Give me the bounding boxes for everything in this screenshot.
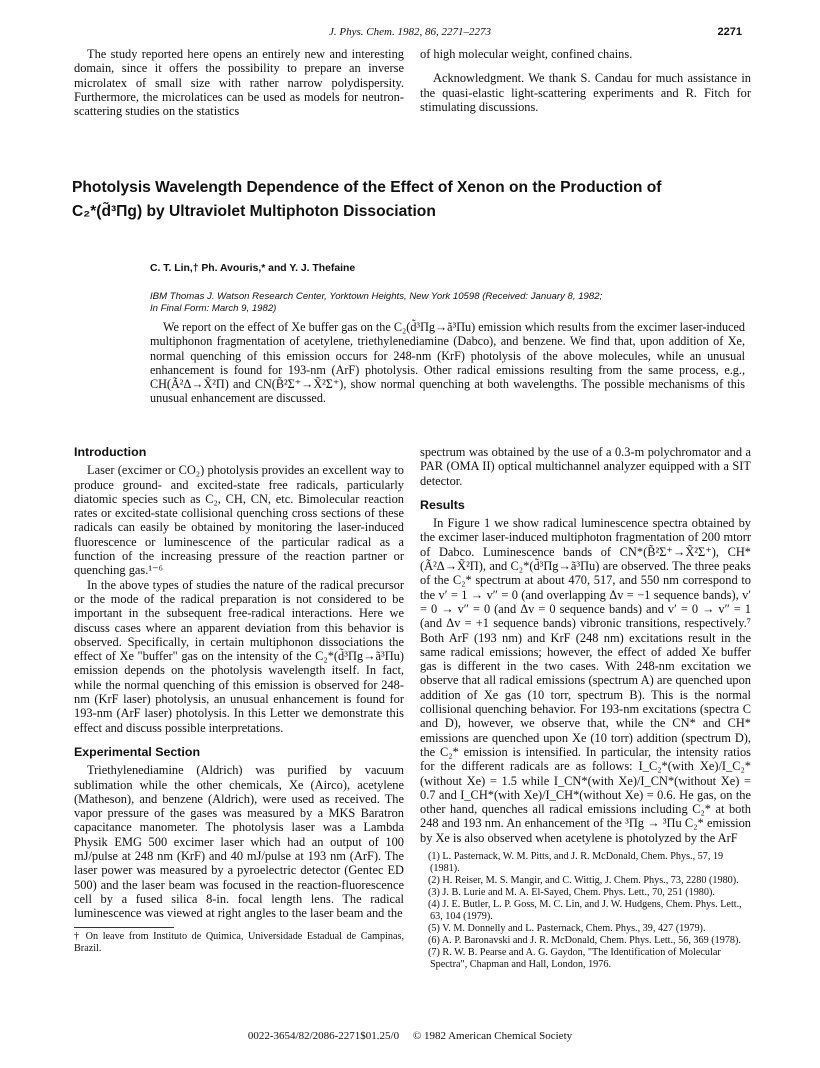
article-title xyxy=(72,176,762,224)
footnote-rule xyxy=(74,927,174,928)
prev-article-left xyxy=(74,47,404,118)
abstract-text: We report on the effect of Xe buffer gas on the C₂(d̃³Πg→ã³Πu) emission which results from the excimer laser-induced multiphonon fragmentation of acetylene, triethylenediamine (Dabco), and benzene. We find that, upon addition of Xe, normal quenching of this emission occurs for 248-nm (KrF) photolysis of the above molecules, while an unusual enhancement is found for 193-nm (ArF) photolysis. Other radical emissions resulting from the same process, e.g., CH(Ã²Δ→X̃²Π) and CN(B̃²Σ⁺→X̃²Σ⁺), show normal quenching at both wavelengths. The possible mechanisms of this unusual enhancement are discussed. xyxy=(150,320,745,406)
experimental-heading: Experimental Section xyxy=(74,744,201,759)
results-heading: Results xyxy=(420,497,465,512)
title-line-1: Photolysis Wavelength Dependence of the Effect of Xenon on the Production of xyxy=(72,179,662,196)
article-code: 0022-3654/82/2086-2271$01.25/0 xyxy=(247,1030,400,1042)
copyright-notice: © 1982 American Chemical Society xyxy=(412,1030,573,1042)
reference-item: (1) L. Pasternack, W. M. Pitts, and J. R. McDonald, Chem. Phys., 57, 19 (1981). xyxy=(428,851,724,875)
results-paragraph: In Figure 1 we show radical luminescence spectra obtained by the excimer laser-induced multiphoton fragmentation of 200 mtorr of Dabco. Luminescence bands of CN*(B̃²Σ⁺→X̃²Σ⁺), CH*(Ã²Δ→X̃²Π), and C₂*(d̃³Πg→ã³Πu) are observed. The three peaks of the C₂* spectrum at about 470, 517, and 550 nm correspond to the v′ = 1 → v″ = 0 (and overlapping Δv = −1 sequence bands), v′ = 0 → v″ = 0 (and Δv = 0 sequence bands) and v′ = 0 → v″ = 1 (and Δv = +1 sequence bands) vibronic transitions, respectively.⁷ Both ArF (193 nm) and KrF (248 nm) excitations result in the same radical emissions; however, the effect of added Xe buffer gas is different in the two cases. With 248-nm excitation we observe that all radical emissions (spectrum A) are quenched upon addition of Xe gas (10 torr, spectrum B). This is the normal collisional quenching behavior. For 193-nm excitations (spectra C and D), however, we observe that, while the CN* and CH* emissions are quenched upon Xe (10 torr) addition (spectrum D), the C₂* emission is intensified. In particular, the intensity ratios for the different radicals are as follows: I_C₂*(with Xe)/I_C₂*(without Xe) = 1.5 while I_CN*(with Xe)/I_CN*(without Xe) = 0.7 and I_CH*(with Xe)/I_CH*(without Xe) = 0.6. He gas, on the other hand, quenches all radical emissions including C₂* at both 248 and 193 nm. An enhancement of the ³Πg → ³Πu C₂* emission by Xe is also observed when acetylene is photolyzed by the ArF xyxy=(420,516,751,845)
prev-article-paragraph: The study reported here opens an entirely new and interesting domain, since it offers the possibility to prepare an inverse microlatex of small size with rather narrow polydispersity. Furthermore, the microlatices can be used as models for neutron-scattering studies on the statistics xyxy=(74,47,404,119)
reference-item: (5) V. M. Donnelly and L. Pasternack, Chem. Phys., 39, 427 (1979). xyxy=(428,923,706,935)
introduction-heading: Introduction xyxy=(74,445,147,459)
journal-citation: J. Phys. Chem. 1982, 86, 2271–2273 xyxy=(329,26,491,38)
experimental-paragraph: Triethylenediamine (Aldrich) was purified by vacuum sublimation while the other chemicals, Xe (Airco), acetylene (Matheson), and benzene (Aldrich), were used as received. The vapor pressure of the gases was measured by a MKS Baratron capacitance manometer. The photolysis laser was a Lambda Physik EMG 500 excimer laser which had an output of 100 mJ/pulse at 248 nm (KrF) and 40 mJ/pulse at 193 nm (ArF). The laser power was measured by a pyroelectric detector (Gentec ED 500) and the laser beam was focused in the reaction-fluorescence cell by a fused silica 8-in. focal length lens. The radical luminescence was viewed at right angles to the laser beam and the xyxy=(74,763,404,921)
prev-article-continuation: of high molecular weight, confined chains. xyxy=(420,47,633,61)
page-footer xyxy=(0,1030,820,1042)
affiliation xyxy=(150,291,750,315)
left-column xyxy=(74,445,404,955)
affiliation-line-2: In Final Form: March 9, 1982) xyxy=(150,303,277,314)
reference-item: (2) H. Reiser, M. S. Mangir, and C. Wittig, J. Chem. Phys., 73, 2280 (1980). xyxy=(428,875,739,887)
title-line-2: C₂*(d̃³Πg) by Ultraviolet Multiphoton Dissociation xyxy=(72,203,436,220)
intro-paragraph-2: In the above types of studies the nature of the radical precursor or the mode of the radical preparation is not considered to be important in the subsequent free-radical interactions. Here we discuss cases where an apparent deviation from this behavior is observed. Specifically, in certain multiphonon dissociations the effect of Xe "buffer" gas on the intensity of the C₂*(d̃³Πg→ã³Πu) emission depends on the photolysis wavelength itself. In fact, while the normal quenching of this emission is observed for 248-nm (KrF laser) photolysis, an unusual enhancement is found for 193-nm (ArF laser) photolysis. In this Letter we demonstrate this effect and discuss possible interpretations. xyxy=(74,577,404,735)
reference-list xyxy=(420,851,751,971)
prev-article-right xyxy=(420,47,751,114)
reference-item: (3) J. B. Lurie and M. A. El-Sayed, Chem. Phys. Lett., 70, 251 (1980). xyxy=(428,887,715,899)
affiliation-line-1: IBM Thomas J. Watson Research Center, Yorktown Heights, New York 10598 (Received: January 8, 1982; xyxy=(150,291,603,302)
intro-paragraph-1: Laser (excimer or CO₂) photolysis provides an excellent way to produce ground- and excited-state free radicals, particularly diatomic species such as C₂, CH, CN, etc. Bimolecular reaction rates or excited-state collisional quenching cross sections of these radicals can easily be obtained by monitoring the laser-induced fluorescence or luminescence of the particular radical as a function of the increasing pressure of the reaction partner or quenching gas.¹⁻⁶ xyxy=(74,463,404,578)
author-list: C. T. Lin,† Ph. Avouris,* and Y. J. Thefaine xyxy=(150,263,356,274)
reference-item: (6) A. P. Baronavski and J. R. McDonald, Chem. Phys. Lett., 56, 369 (1978). xyxy=(428,935,741,947)
page-number: 2271 xyxy=(717,26,742,38)
footnote: † On leave from Instituto de Quimica, Universidade Estadual de Campinas, Brazil. xyxy=(74,930,404,954)
acknowledgment: Acknowledgment. We thank S. Candau for much assistance in the quasi-elastic light-scattering experiments and R. Fitch for stimulating discussions. xyxy=(420,71,751,114)
method-continuation: spectrum was obtained by the use of a 0.3-m polychromator and a PAR (OMA II) optical multichannel analyzer equipped with a SIT detector. xyxy=(420,445,751,488)
reference-item: (7) R. W. B. Pearse and A. G. Gaydon, "The Identification of Molecular Spectra", Chapman and Hall, London, 1976. xyxy=(428,947,721,971)
abstract xyxy=(150,320,745,406)
reference-item: (4) J. E. Butler, L. P. Goss, M. C. Lin, and J. W. Hudgens, Chem. Phys. Lett., 63, 104 (1979). xyxy=(428,899,742,923)
right-column xyxy=(420,445,751,971)
